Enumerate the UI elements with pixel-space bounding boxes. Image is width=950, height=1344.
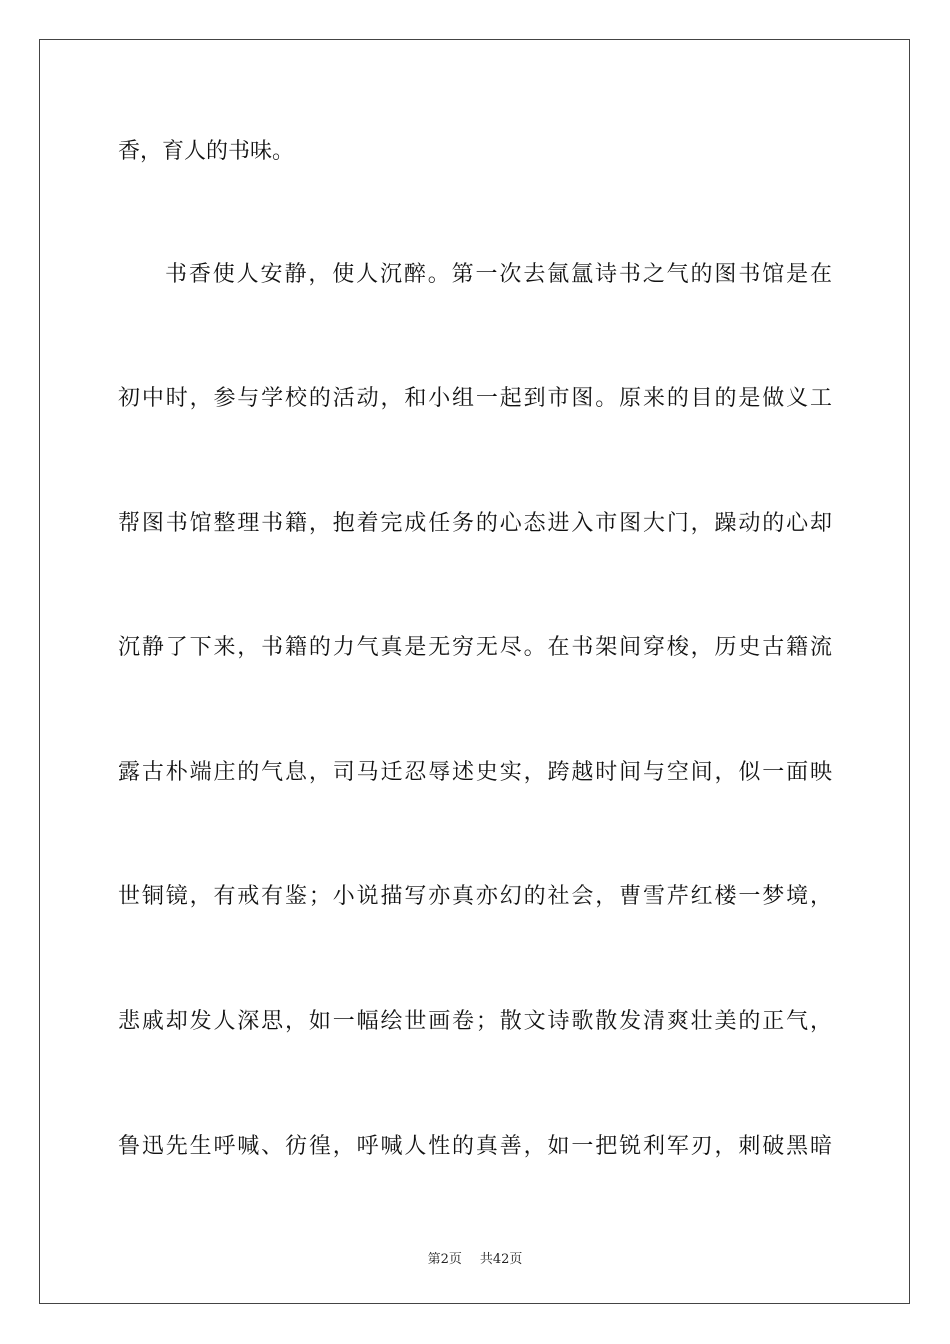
text-line: 鲁迅先生呼喊、彷徨，呼喊人性的真善，如一把锐利军刃，刺破黑暗 — [118, 1134, 832, 1159]
page-number: 第2页 — [427, 1252, 462, 1267]
text-line: 初中时，参与学校的活动，和小组一起到市图。原来的目的是做义工 — [118, 386, 832, 411]
text-line: 悲戚却发人深思，如一幅绘世画卷；散文诗歌散发清爽壮美的正气， — [118, 1009, 832, 1034]
text-line: 世铜镜，有戒有鉴；小说描写亦真亦幻的社会，曹雪芹红楼一梦境， — [118, 884, 832, 909]
text-line: 露古朴端庄的气息，司马迁忍辱述史实，跨越时间与空间，似一面映 — [118, 760, 832, 785]
text-line: 帮图书馆整理书籍，抱着完成任务的心态进入市图大门，躁动的心却 — [118, 511, 832, 536]
page-total: 共42页 — [479, 1252, 523, 1267]
paragraph-first-line: 书香使人安静，使人沉醉。第一次去氤氲诗书之气的图书馆是在 — [165, 262, 832, 287]
text-line: 香，育人的书味。 — [118, 139, 295, 164]
page-footer — [0, 1248, 950, 1267]
page-border — [39, 39, 910, 1304]
text-line: 沉静了下来，书籍的力气真是无穷无尽。在书架间穿梭，历史古籍流 — [118, 635, 832, 660]
